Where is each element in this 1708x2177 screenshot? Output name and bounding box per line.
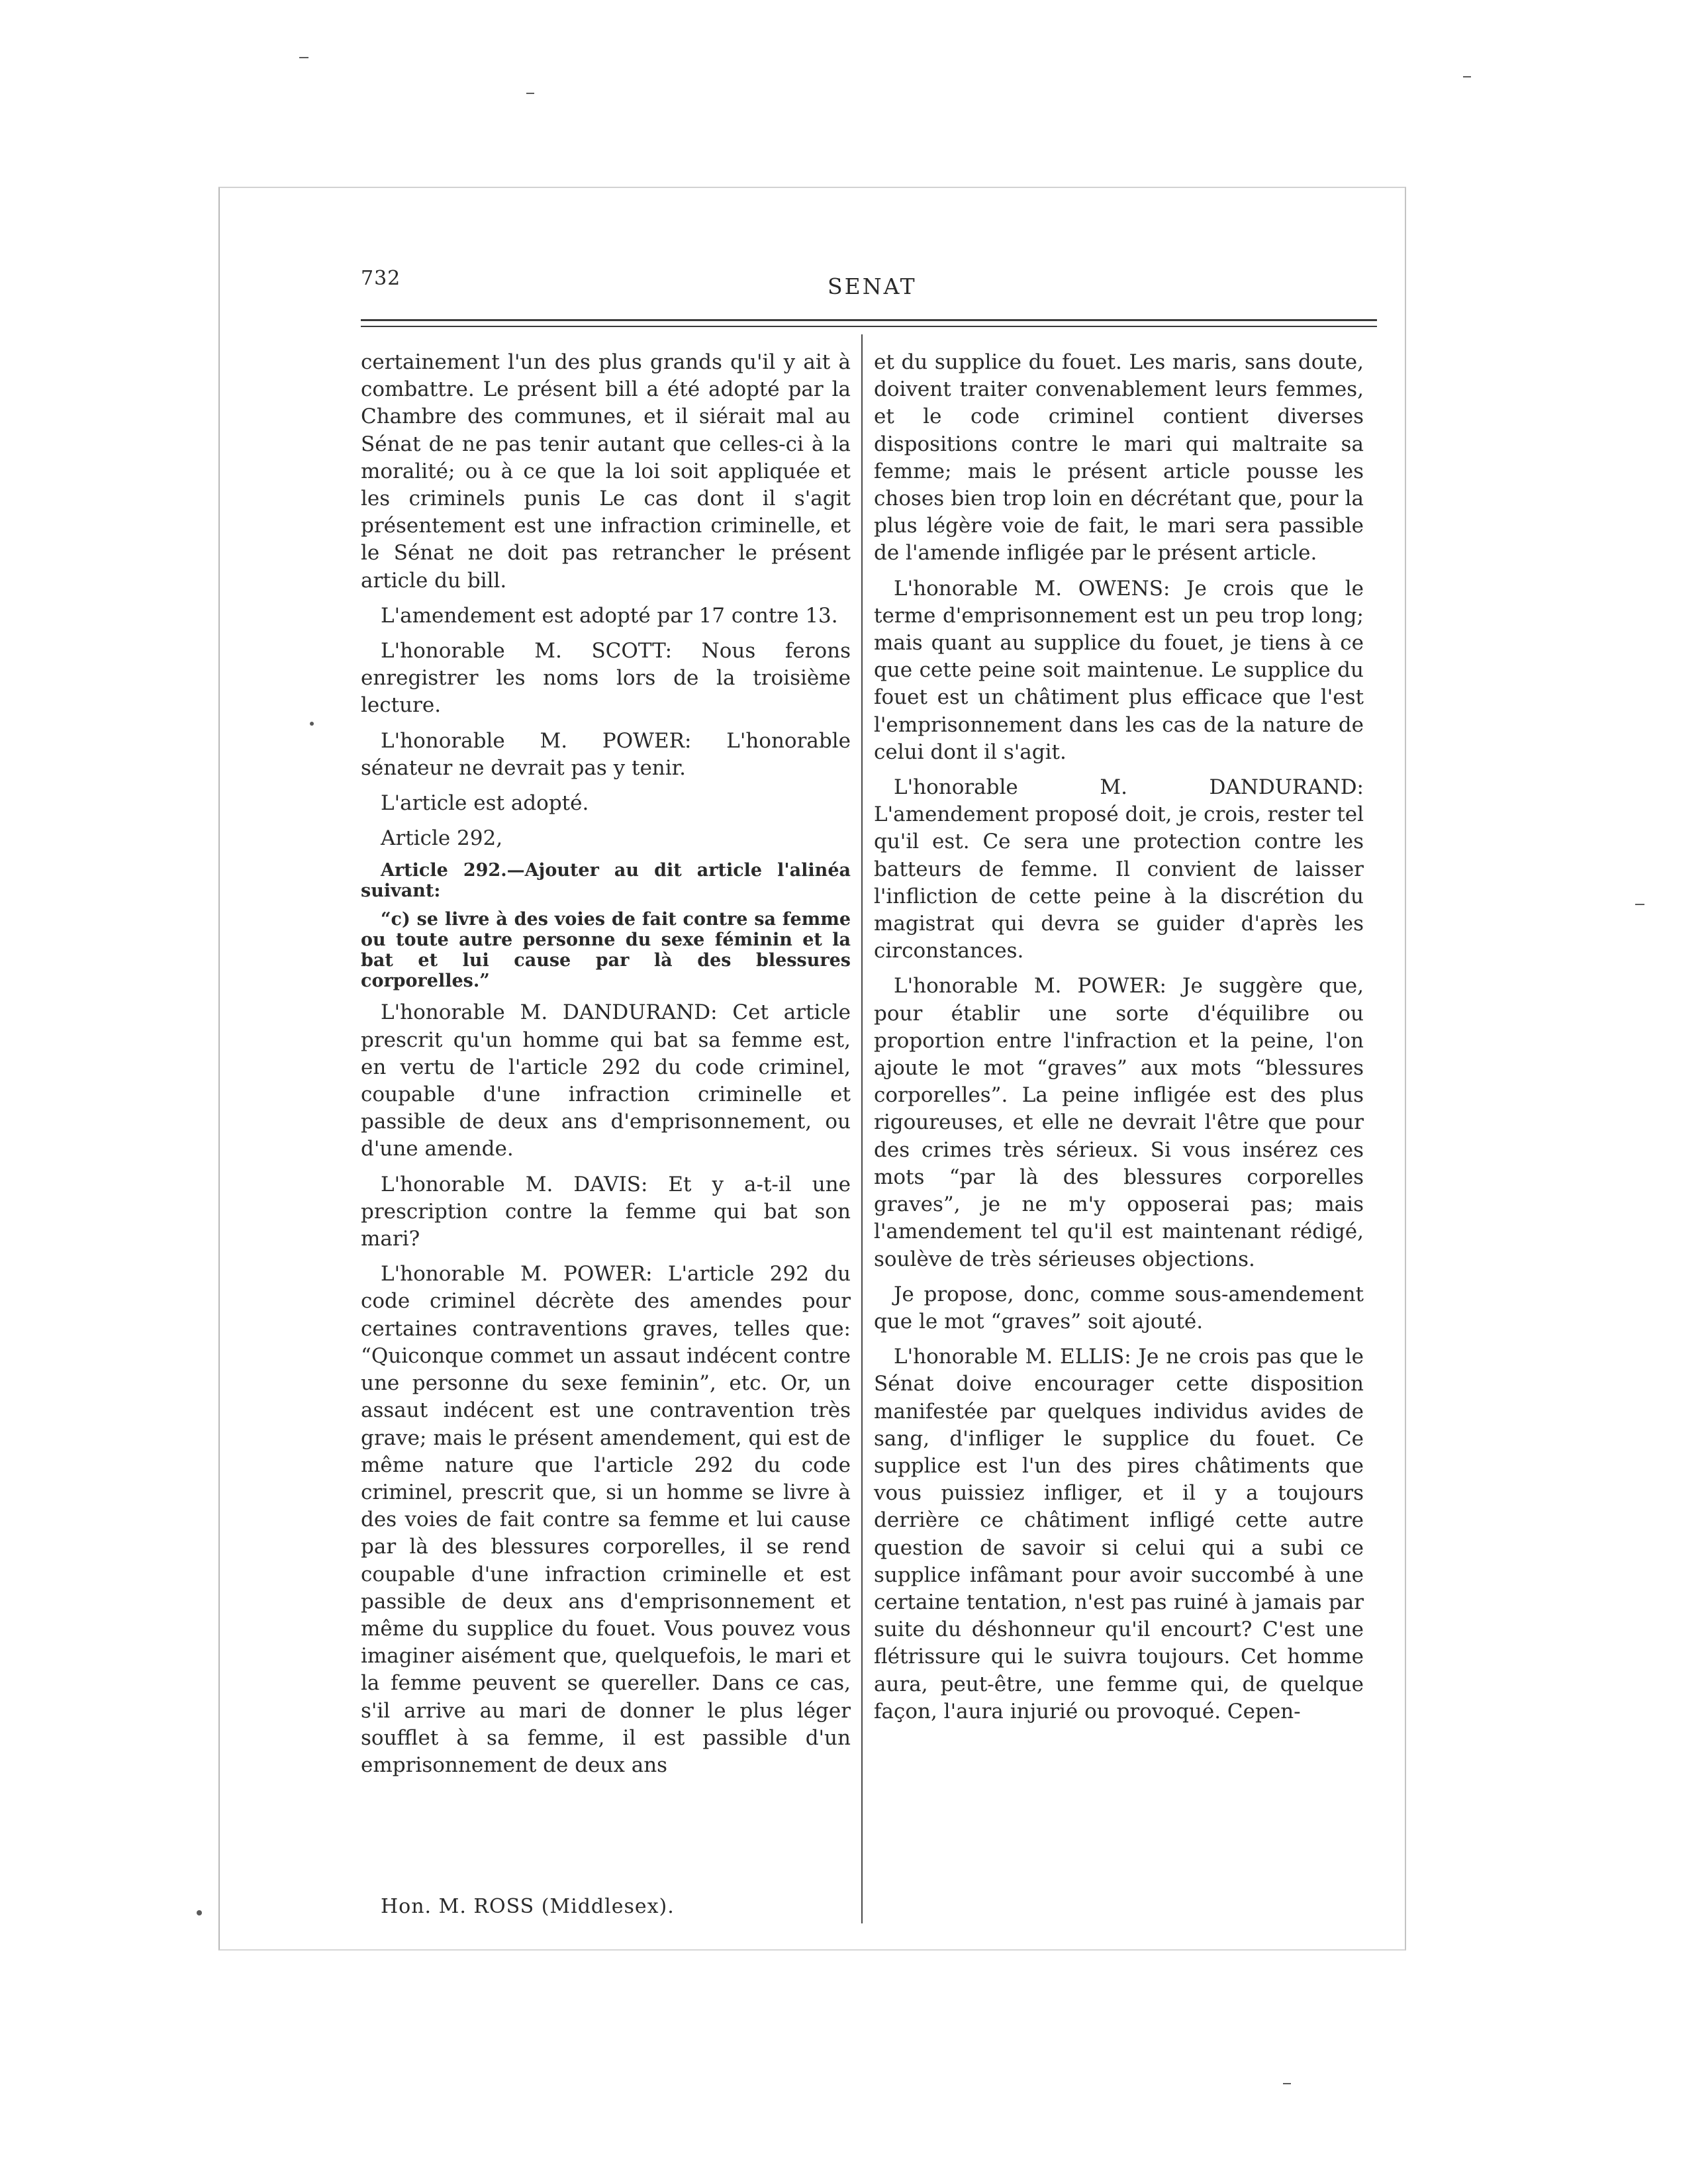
paragraph: L'amendement est adopté par 17 contre 13. [381, 603, 838, 628]
paragraph: L'article est adopté. [381, 791, 589, 816]
right-column [874, 349, 1364, 1733]
header-rule-bottom [361, 326, 1377, 327]
scan-speck [299, 57, 308, 58]
left-column [361, 349, 851, 1787]
scan-speck [526, 93, 534, 94]
paragraph: L'honorable M. DANDURAND: Cet article prescrit qu'un homme qui bat sa femme est, en vertu de l'article 292 du code criminel, coupable d'une infraction criminelle et passible de deux ans d'emprisonnement, ou d'une amende. [361, 1000, 851, 1161]
paragraph: L'honorable M. DAVIS: Et y a-t-il une prescription contre la femme qui bat son mari? [361, 1172, 851, 1251]
running-head: SENAT [828, 273, 917, 299]
paragraph: L'honorable M. ELLIS: Je ne crois pas que le Sénat doive encourager cette disposition manifestée par quelques individus avides de sang, d'infliger le supplice du fouet. Ce supplice est l'un des pires châtiments que vous puissiez infliger, et il y a toujours derrière ce châtiment infligé cette autre question de savoir si celui qui a subi ce supplice infâmant pour avoir succombé à une certaine tentation, n'est pas ruiné à jamais par suite du déshonneur qu'il encourt? C'est une flétrissure qui le suivra toujours. Cet homme aura, peut-être, une femme qui, de quelque façon, l'aura injurié ou provoqué. Cepen- [874, 1345, 1364, 1723]
header-rule-top [361, 319, 1377, 321]
paragraph: Je propose, donc, comme sous-amendement que le mot “graves” soit ajouté. [874, 1282, 1364, 1333]
amendment-quote: “c) se livre à des voies de fait contre sa femme ou toute autre personne du sexe féminin et la bat et lui cause par là des blessures corporelles.” [361, 909, 851, 992]
scan-speck [1635, 904, 1644, 905]
column-divider [861, 334, 863, 1923]
paragraph: L'honorable M. SCOTT: Nous ferons enregistrer les noms lors de la troisième lecture. [361, 639, 851, 718]
paragraph: L'honorable M. POWER: Je suggère que, pour établir une sorte d'équilibre ou proportion entre l'infraction et la peine, l'on ajoute le mot “graves” aux mots “blessures corporelles”. La peine infligée est des plus rigoureuses, et elle ne devrait l'être que pour des crimes très sérieux. Si vous insérez ces mots “par là des blessures corporelles graves”, je ne m'y opposerai pas; mais l'amendement tel qu'il est maintenant rédigé, soulève de très sérieuses objections. [874, 974, 1364, 1271]
scan-speck [1463, 76, 1471, 77]
paragraph: L'honorable M. POWER: L'article 292 du code criminel décrète des amendes pour certaines contraventions graves, telles que: “Quiconque commet un assaut indécent contre une personne du sexe feminin”, etc. Or, un assaut indécent est une contravention très grave; mais le présent amendement, qui est de même nature que l'article 292 du code criminel, prescrit que, si un homme se livre à des voies de fait contre sa femme et lui cause par là des blessures corporelles, il se rend coupable d'une infraction criminelle et est passible de deux ans d'emprisonnement et même du supplice du fouet. Vous pouvez vous imaginer aisément que, quelquefois, le mari et la femme peuvent se quereller. Dans ce cas, s'il arrive au mari de donner le plus léger soufflet à sa femme, il est passible d'un emprisonnement de deux ans [361, 1262, 851, 1777]
page-number: 732 [361, 267, 401, 290]
paragraph: Article 292, [381, 826, 503, 851]
scan-speck [1283, 2083, 1291, 2084]
scan-speck [197, 1910, 202, 1915]
paragraph: L'honorable M. POWER: L'honorable sénateur ne devrait pas y tenir. [361, 728, 851, 780]
speaker-footer: Hon. M. ROSS (Middlesex). [381, 1895, 675, 1918]
amendment-text: Article 292.—Ajouter au dit article l'alinéa suivant: [361, 860, 851, 902]
paragraph: et du supplice du fouet. Les maris, sans doute, doivent traiter convenablement leurs femmes, et le code criminel contient diverses dispositions contre le mari qui maltraite sa femme; mais le présent article pousse les choses bien trop loin en décrétant que, pour la plus légère voie de fait, le mari sera passible de l'amende infligée par le présent article. [874, 350, 1364, 565]
scan-speck [310, 722, 314, 726]
paragraph: L'honorable M. OWENS: Je crois que le terme d'emprisonnement est un peu trop long; mais quant au supplice du fouet, je tiens à ce que cette peine soit maintenue. Le supplice du fouet est un châtiment plus efficace que l'est l'emprisonnement dans les cas de la nature de celui dont il s'agit. [874, 576, 1364, 764]
paragraph: L'honorable M. DANDURAND: L'amendement proposé doit, je crois, rester tel qu'il est. Ce sera une protection contre les batteurs de femme. Il convient de laisser l'infliction de cette peine à la discrétion du magistrat qui devra se guider d'après les circonstances. [874, 775, 1364, 963]
paragraph: certainement l'un des plus grands qu'il y ait à combattre. Le présent bill a été adopté par la Chambre des communes, et il siérait mal au Sénat de ne pas tenir autant que celles-ci à la moralité; ou à ce que la loi soit appliquée et les criminels punis Le cas dont il s'agit présentement est une infraction criminelle, et le Sénat ne doit pas retrancher le présent article du bill. [361, 350, 851, 593]
page-header [361, 267, 1377, 300]
